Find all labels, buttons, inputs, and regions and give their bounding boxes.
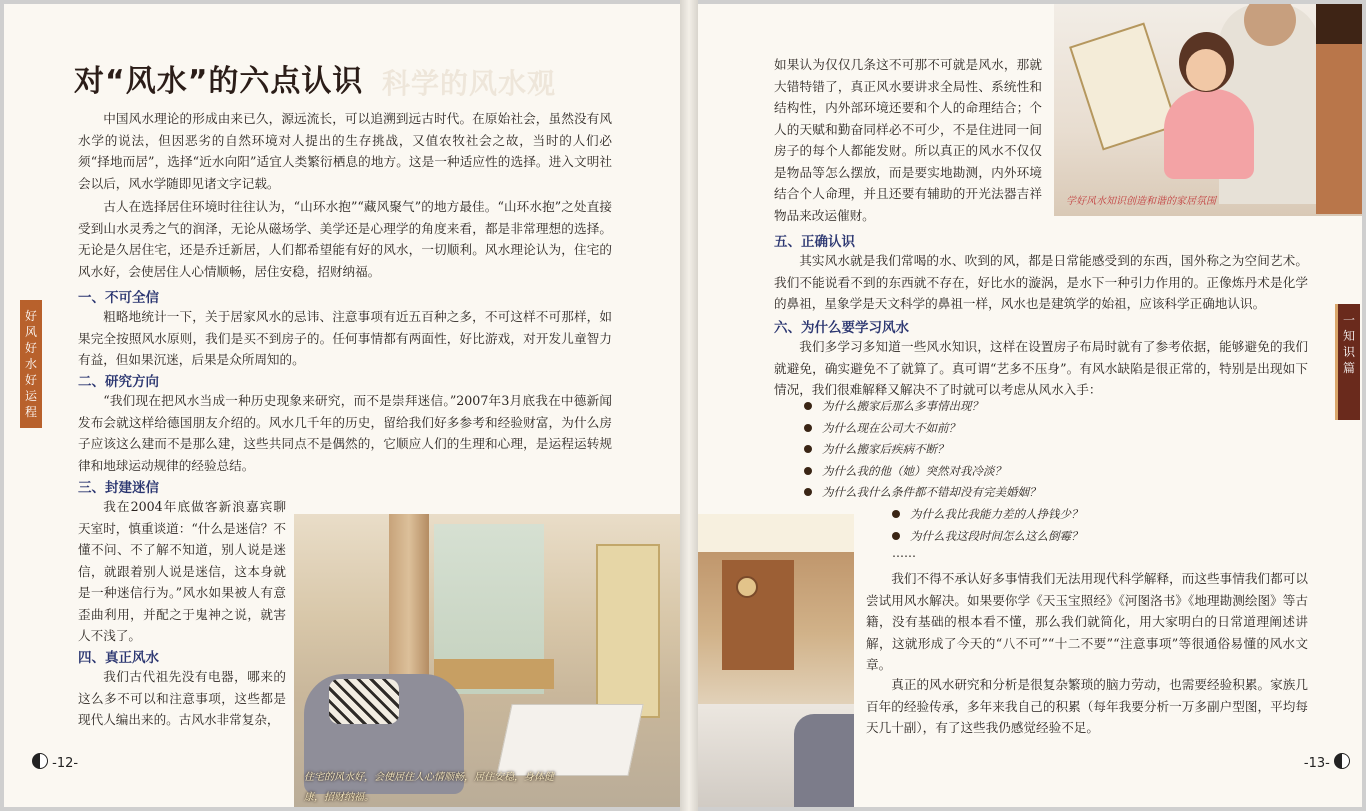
- section-heading-4: 四、真正风水: [78, 650, 159, 666]
- page-number-text: -12-: [52, 756, 79, 771]
- side-tab-char: 运: [24, 389, 37, 403]
- living-room-photo: [294, 514, 680, 807]
- side-tab-char: 好: [24, 341, 37, 355]
- side-tab-left: [20, 300, 42, 428]
- section-text-3: 我在2004年底做客新浪嘉宾聊天室时，慎重谈道：“什么是迷信？不懂不问、不了解不知道，别人说是迷信，就跟着别人说是迷信，这本身就是一种迷信行为。”风水如果被人有意歪曲利用，并配之于鬼神之说，就害人不浅了。: [78, 499, 286, 643]
- ellipsis: ……: [892, 546, 916, 560]
- continued-paragraph: 如果认为仅仅几条这不可那不可就是风水，那就大错特错了，真正风水要讲求全局性、系统性和结构性，内外部环境还要和个人的命理结合；个人的天赋和勤奋同样必不可少，不是住进同一间房子的每个人都能发财。所以真正的风水不仅仅是物品等怎么摆放，而是要实地勘测，内外环境结合个人命理，并且还要有辅助的开光法器吉祥物品来改运催财。: [774, 57, 1042, 223]
- intro-paragraph-1: 中国风水理论的形成由来已久，源远流长，可以追溯到远古时代。在原始社会，虽然没有风水学的说法，但因恶劣的自然环境对人提出的生存挑战，又值农牧社会之故，当时的人们必须“择地而居”，选择“近水向阳”适宜人类繁衍栖息的地方。这是一种适应性的选择。进入文明社会以后，风水学随即见诸文字记载。: [78, 111, 612, 191]
- right-page: [698, 4, 1362, 807]
- page-number-text: -13-: [1303, 756, 1330, 771]
- section-text-1: 粗略地统计一下，关于居家风水的忌讳、注意事项有近五百种之多，不可这样不可那样，如果完全按照风水原则，我们是买不到房子的。任何事情都有两面性，好比游戏，对开发儿童智力有益，但如果沉迷，后果是众所周知的。: [78, 309, 612, 367]
- question-item: 为什么现在公司大不如前？: [804, 418, 1041, 440]
- side-tab-char: 水: [24, 357, 37, 371]
- section-text-5: 其实风水就是我们常喝的水、吹到的风，都是日常能感受到的东西，国外称之为空间艺术。我们不能说看不到的东西就不存在，好比水的漩涡，是水下一种引力作用的。正像炼丹术是化学的鼻祖，星象学是天文科学的鼻祖一样，风水也是建筑学的始祖，应该科学正确地认识。: [774, 253, 1308, 311]
- side-tab-char: 识: [1342, 345, 1355, 359]
- section-heading-3: 三、封建迷信: [78, 480, 159, 496]
- question-list-a: [804, 396, 1041, 504]
- hallway-photo: [698, 514, 854, 807]
- page-number-left: [32, 753, 78, 771]
- section-heading-5: 五、正确认识: [774, 234, 855, 250]
- side-tab-char: 程: [24, 405, 37, 419]
- question-item: 为什么我的他（她）突然对我冷淡？: [804, 461, 1041, 483]
- book-gutter: [680, 0, 698, 811]
- question-item: 为什么搬家后疾病不断？: [804, 439, 1041, 461]
- closing-paragraph-1: 我们不得不承认好多事情我们无法用现代科学解释，而这些事情我们都可以尝试用风水解决。如果要你学《天玉宝照经》《河图洛书》《地理勘测绘图》等古籍，没有基础的根本看不懂，那么我们就简化，用大家明白的日常道理阐述讲解，这就形成了今天的“八不可”“十二不要”“注意事项”等很通俗易懂的风水文章。: [866, 571, 1308, 672]
- yin-yang-icon: [1334, 753, 1350, 769]
- left-page: [4, 4, 680, 807]
- side-tab-char: 篇: [1342, 361, 1355, 375]
- side-tab-char: 风: [24, 325, 37, 339]
- living-room-caption: 住宅的风水好，会使居住人心情顺畅，居住安稳，身体健康，招财纳福。: [304, 772, 554, 803]
- question-item: 为什么我什么条件都不错却没有完美婚姻？: [804, 482, 1041, 504]
- side-tab-char: 好: [24, 373, 37, 387]
- section-text-2: “我们现在把风水当成一种历史现象来研究，而不是崇拜迷信。”2007年3月底我在中德新闻发布会就这样给德国朋友介绍的。风水几千年的历史，留给我们好多参考和经验财富，为什么房子应该这么建而不是那么建，这些共同点不是偶然的，它顺应人们的生理和心理，是运程运转规律和地球运动规律的经验总结。: [78, 393, 612, 473]
- question-item: 为什么我这段时间怎么这么倒霉？: [892, 526, 1083, 548]
- question-item: 为什么搬家后那么多事情出现？: [804, 396, 1041, 418]
- closing-paragraph-2: 真正的风水研究和分析是很复杂繁琐的脑力劳动，也需要经验积累。家族几百年的经验传承，多年来我自己的积累（每年我要分析一万多副户型图，平均每天几十副），有了这些我仍感觉经验不足。: [866, 677, 1308, 735]
- family-photo: [1054, 4, 1362, 216]
- section-heading-6: 六、为什么要学习风水: [774, 320, 909, 336]
- family-photo-caption: 学好风水知识创造和谐的家居氛围: [1066, 196, 1216, 207]
- side-tab-char: 知: [1342, 329, 1355, 343]
- section-text-6: 我们多学习多知道一些风水知识，这样在设置房子布局时就有了参考依据，能够避免的我们就避免，确实避免不了就算了。真可谓“艺多不压身”。有风水缺陷是很正常的，特别是出现如下情况，我们很难解释又解决不了时就可以考虑从风水入手：: [774, 339, 1308, 397]
- yin-yang-icon: [32, 753, 48, 769]
- side-tab-right: [1335, 304, 1360, 420]
- intro-paragraph-2: 古人在选择居住环境时往往认为，“山环水抱”“藏风聚气”的地方最佳。“山环水抱”之处直接受到山水灵秀之气的润泽，无论从磁场学、美学还是心理学的角度来看，都是非常理想的选择。无论是久居住宅，还是乔迁新居，人们都希望能有好的风水，一切顺利。风水理论认为，住宅的风水好，会使居住人心情顺畅，居住安稳，招财纳福。: [78, 199, 612, 279]
- section-heading-2: 二、研究方向: [78, 374, 159, 390]
- section-text-4: 我们古代祖先没有电器，哪来的这么多不可以和注意事项，这些都是现代人编出来的。古风水非常复杂，: [78, 669, 286, 727]
- question-list-b: [892, 504, 1083, 547]
- side-tab-char: 好: [24, 309, 37, 323]
- title-ghost: 科学的风水观: [382, 67, 557, 100]
- page-title: 对“风水”的六点认识: [74, 64, 364, 99]
- page-number-right: [1304, 753, 1350, 771]
- section-heading-1: 一、不可全信: [78, 290, 159, 306]
- question-item: 为什么我比我能力差的人挣钱少？: [892, 504, 1083, 526]
- side-tab-char: 一: [1342, 313, 1355, 327]
